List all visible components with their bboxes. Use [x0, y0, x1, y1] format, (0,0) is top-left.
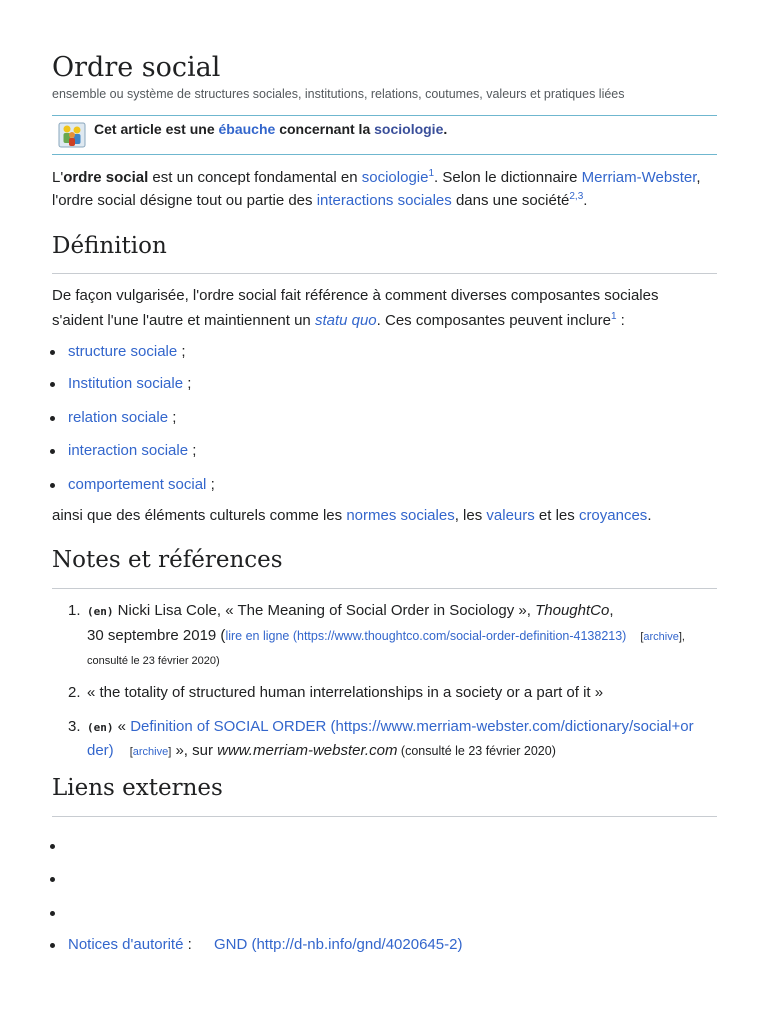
definition-line-1: De façon vulgarisée, l'ordre social fait référence à comment diverses composantes sociales [52, 287, 659, 304]
ref-sup-1b[interactable]: 1 [610, 311, 617, 322]
page-subtitle: ensemble ou système de structures sociales, institutions, relations, coutumes, valeurs et pratiques liées [52, 87, 625, 101]
link-institution-sociale[interactable]: Institution sociale [68, 375, 184, 392]
link-croyances[interactable]: croyances [578, 507, 648, 524]
intro-line-1: L'ordre social est un concept fondamental en sociologie$^1$. Selon le dictionnaire Merriam-Webster, [52, 168, 701, 186]
link-merriam-webster[interactable]: Merriam-Webster [581, 169, 697, 186]
link-comportement-social[interactable]: comportement social [68, 476, 207, 493]
sociology-portal-link[interactable]: sociologie [374, 121, 444, 137]
stub-banner [52, 115, 717, 155]
bullet-dot [50, 877, 55, 882]
bullet-dot [50, 483, 55, 488]
link-interactions-sociales[interactable]: interactions sociales [316, 192, 452, 209]
bullet-dot [50, 416, 55, 421]
link-statu-quo[interactable]: statu quo [314, 312, 377, 329]
link-notices-autorite[interactable]: Notices d'autorité [68, 936, 184, 953]
lang-badge: (en) [87, 721, 114, 734]
reference-number: 2. [68, 684, 81, 701]
link-interaction-sociale[interactable]: interaction sociale [68, 442, 189, 459]
ref-3-definition-link[interactable]: Definition of SOCIAL ORDER (https://www.merriam-webster.com/dictionary/social+or [130, 718, 694, 735]
section-heading-notes: Notes et références [52, 547, 283, 573]
reference-number: 3. [68, 718, 81, 735]
reference-number: 1. [68, 602, 81, 619]
ref-sup-1[interactable]: 1 [428, 168, 435, 179]
link-sociologie[interactable]: sociologie [361, 169, 429, 186]
definition-closing: ainsi que des éléments culturels comme les normes sociales, les valeurs et les croyances. [52, 507, 652, 524]
lang-badge: (en) [87, 605, 114, 618]
page-title: Ordre social [52, 52, 221, 83]
link-structure-sociale[interactable]: structure sociale [68, 343, 178, 360]
stub-link[interactable]: ébauche [218, 121, 276, 137]
stub-banner-text: Cet article est une ébauche concernant la sociologie. [94, 121, 448, 137]
link-normes-sociales[interactable]: normes sociales [346, 507, 455, 524]
link-gnd[interactable]: GND (http://d-nb.info/gnd/4020645-2) [213, 936, 463, 953]
link-relation-sociale[interactable]: relation sociale [68, 409, 169, 426]
bullet-dot [50, 350, 55, 355]
divider [52, 816, 717, 817]
bullet-dot [50, 911, 55, 916]
ref-1-read-online-link[interactable]: lire en ligne (https://www.thoughtco.com/social-order-definition-4138213) [225, 629, 627, 643]
ref-3-definition-link-cont[interactable]: der) [87, 742, 114, 759]
section-heading-definition: Définition [52, 233, 167, 259]
intro-line-2: l'ordre social désigne tout ou partie des interactions sociales dans une société$^{2,3}$. [52, 191, 588, 209]
bullet-dot [50, 943, 55, 948]
bullet-dot [50, 844, 55, 849]
divider [52, 588, 717, 589]
sociology-people-icon [56, 118, 88, 150]
ref-sup-2-3[interactable]: 2,3 [569, 191, 584, 202]
ref-3-archive-link[interactable]: archive [132, 746, 169, 758]
ref-1-archive-link[interactable]: archive [643, 631, 679, 643]
link-valeurs[interactable]: valeurs [486, 507, 535, 524]
definition-line-2: s'aident l'une l'autre et maintiennent un statu quo. Ces composantes peuvent inclure$^1$ : [52, 311, 625, 329]
divider [52, 273, 717, 274]
bullet-dot [50, 449, 55, 454]
term-bold: ordre social [63, 169, 149, 186]
bullet-dot [50, 382, 55, 387]
section-heading-external-links: Liens externes [52, 775, 223, 801]
